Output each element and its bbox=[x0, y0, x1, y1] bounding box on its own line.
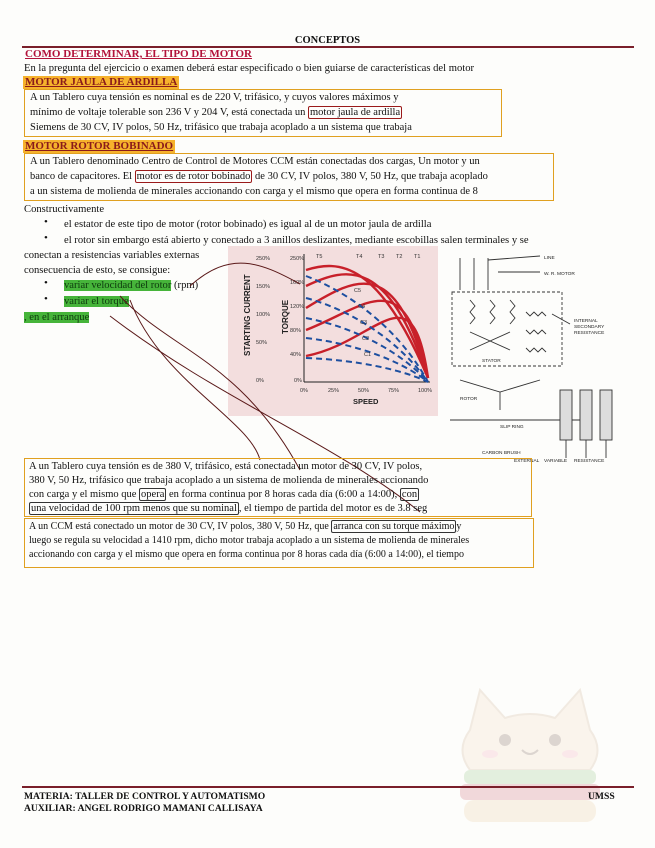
chart-left-axis-label: STARTING CURRENT bbox=[243, 274, 252, 356]
cat-watermark-icon bbox=[440, 670, 620, 840]
curve-label: T3 bbox=[378, 254, 385, 260]
problem1-line-3-a: con carga y el mismo que bbox=[29, 489, 137, 500]
consigue-1-highlight: variar velocidad del rotor bbox=[64, 280, 172, 291]
cont-line-1: conectan a resistencias variables externas bbox=[24, 250, 200, 261]
page-title: CONCEPTOS bbox=[294, 35, 361, 46]
speed-tick: 0% bbox=[300, 388, 308, 394]
torque-tick: 160% bbox=[290, 280, 305, 286]
problem1-line-3-b: en forma continua por 8 horas cada día (6:00 a 14:00), bbox=[166, 489, 398, 500]
curve-label: T1 bbox=[414, 254, 421, 260]
arrow-torque bbox=[130, 300, 260, 460]
problem1-line-3 bbox=[29, 489, 419, 502]
problem2-tail: y bbox=[456, 521, 462, 532]
diagram-label-line: LINE bbox=[544, 256, 555, 261]
current-tick: 250% bbox=[256, 256, 271, 262]
problem2-line-2: luego se regula su velocidad a 1410 rpm, dicho motor trabaja acoplado a un sistema de molienda de minerales bbox=[29, 535, 470, 546]
current-tick: 0% bbox=[256, 378, 264, 384]
diagram-label-rotor: ROTOR bbox=[460, 397, 478, 402]
bullet-icon: • bbox=[44, 232, 48, 244]
consigue-2-highlight: variar el torque bbox=[64, 296, 129, 307]
diagram-label-carbon-brush: CARBON BRUSH bbox=[482, 451, 521, 456]
diagram-label-internal: RESISTANCE bbox=[574, 331, 605, 336]
constructivamente: Constructivamente bbox=[24, 204, 105, 215]
diagram-label-internal: INTERNAL bbox=[574, 319, 598, 324]
jaula-line-2-text: mínimo de voltaje tolerable son 236 V y 204 V, está conectada un bbox=[30, 107, 306, 118]
speed-tick: 75% bbox=[388, 388, 400, 394]
bobinado-line-3: a un sistema de molienda de minerales accionando con carga y el mismo que opera en forma continua de 8 bbox=[30, 186, 478, 197]
section-title-bobinado: MOTOR ROTOR BOBINADO bbox=[25, 140, 174, 152]
problem1-box-speed: una velocidad de 100 rpm menos que su nominal bbox=[31, 503, 237, 514]
how-text: En la pregunta del ejercicio o examen deberá estar especificado o bien guiarse de características del motor bbox=[24, 63, 475, 74]
diagram-label-slip-ring: SLIP RING bbox=[500, 425, 524, 430]
current-tick: 150% bbox=[256, 284, 271, 290]
problem1-box-con: con bbox=[401, 489, 418, 500]
bobinado-line-2-b: de 30 CV, IV polos, 380 V, 50 Hz, que trabaja acoplado bbox=[252, 171, 488, 182]
chart-x-title: SPEED bbox=[353, 397, 379, 406]
problem2-box-arranca: arranca con su torque máximo bbox=[333, 521, 455, 532]
curve-label: C3 bbox=[360, 320, 368, 326]
bobinado-box: motor es de rotor bobinado bbox=[136, 171, 251, 182]
problem1-line-4 bbox=[29, 503, 427, 516]
curve-label: T5 bbox=[316, 254, 323, 260]
section-title-how: COMO DETERMINAR, EL TIPO DE MOTOR bbox=[25, 48, 252, 60]
torque-tick: 250% bbox=[290, 256, 305, 262]
bullet-1: el estator de este tipo de motor (rotor bobinado) es igual al de un motor jaula de ardilla bbox=[64, 219, 432, 230]
bullet-icon: • bbox=[44, 216, 48, 228]
problem2-line-1 bbox=[29, 521, 461, 534]
chart-right-axis-label: TORQUE bbox=[281, 299, 290, 334]
footer-org: UMSS bbox=[588, 791, 615, 802]
diagram-label-wr-motor: W. R. MOTOR bbox=[544, 272, 575, 277]
curve-label: T4 bbox=[356, 254, 363, 260]
bobinado-line-1: A un Tablero denominado Centro de Control de Motores CCM están conectadas dos cargas, Un motor y un bbox=[30, 156, 480, 167]
problem1-box-opera: opera bbox=[141, 489, 165, 500]
footer-auxiliar: AUXILIAR: ANGEL RODRIGO MAMANI CALLISAYA bbox=[24, 803, 263, 814]
bullet-icon: • bbox=[44, 293, 48, 305]
bobinado-line-2-a: banco de capacitores. El bbox=[30, 171, 133, 182]
bullet-icon: • bbox=[44, 277, 48, 289]
diagram-label-external: VARIABLE bbox=[544, 459, 568, 464]
curve-label: C2 bbox=[362, 336, 370, 342]
current-tick: 100% bbox=[256, 312, 271, 318]
problem1-line-4-b: , el tiempo de partida del motor es de 3.8 seg bbox=[238, 503, 428, 514]
speed-tick: 50% bbox=[358, 388, 370, 394]
jaula-box: motor jaula de ardilla bbox=[310, 107, 401, 118]
jaula-line-3: Siemens de 30 CV, IV polos, 50 Hz, trifásico que trabaja acoplado a un sistema que trabaja bbox=[30, 122, 412, 133]
torque-tick: 40% bbox=[290, 352, 302, 358]
speed-tick: 100% bbox=[418, 388, 433, 394]
arrow-velocidad bbox=[190, 263, 300, 286]
problem2-line-1-a: A un CCM está conectado un motor de 30 CV, IV polos, 380 V, 50 Hz, que bbox=[29, 521, 329, 532]
diagram-label-external: RESISTANCE bbox=[574, 459, 605, 464]
curve-label: C4 bbox=[358, 304, 366, 310]
arranque-highlight: , en el arranque bbox=[24, 312, 90, 323]
curve-label: C1 bbox=[364, 352, 372, 358]
bullet-2: el rotor sin embargo está abierto y conectado a 3 anillos deslizantes, mediante escobillas salen terminales y se bbox=[64, 235, 529, 246]
diagram-label-stator: STATOR bbox=[482, 359, 501, 364]
consigue-1-rest: (rpm) bbox=[171, 280, 199, 291]
diagram-label-internal: SECONDARY bbox=[574, 325, 605, 330]
jaula-line-1: A un Tablero cuya tensión es nominal es de 220 V, trifásico, y cuyos valores máximos y bbox=[30, 92, 399, 103]
problem1-line-1: A un Tablero cuya tensión es de 380 V, trifásico, está conectada un motor de 30 CV, IV polos, bbox=[29, 461, 423, 472]
curve-label: C5 bbox=[354, 288, 362, 294]
section-title-jaula: MOTOR JAULA DE ARDILLA bbox=[25, 76, 178, 88]
footer-rule bbox=[22, 786, 634, 788]
torque-tick: 0% bbox=[294, 378, 302, 384]
speed-tick: 25% bbox=[328, 388, 340, 394]
torque-tick: 80% bbox=[290, 328, 302, 334]
torque-tick: 120% bbox=[290, 304, 305, 310]
cont-line-2: consecuencia de esto, se consigue: bbox=[24, 265, 171, 276]
curve-label: T2 bbox=[396, 254, 403, 260]
problem2-line-3: accionando con carga y el mismo que opera en forma continua por 8 horas cada día (6:00 a 14:00), el tiempo bbox=[29, 549, 464, 560]
diagram-label-external: EXTERNAL bbox=[514, 459, 540, 464]
problem1-line-2: 380 V, 50 Hz, trifásico que trabaja acoplado a un sistema de molienda de minerales accionando bbox=[29, 475, 429, 486]
current-tick: 50% bbox=[256, 340, 268, 346]
footer-materia: MATERIA: TALLER DE CONTROL Y AUTOMATISMO bbox=[24, 791, 266, 802]
